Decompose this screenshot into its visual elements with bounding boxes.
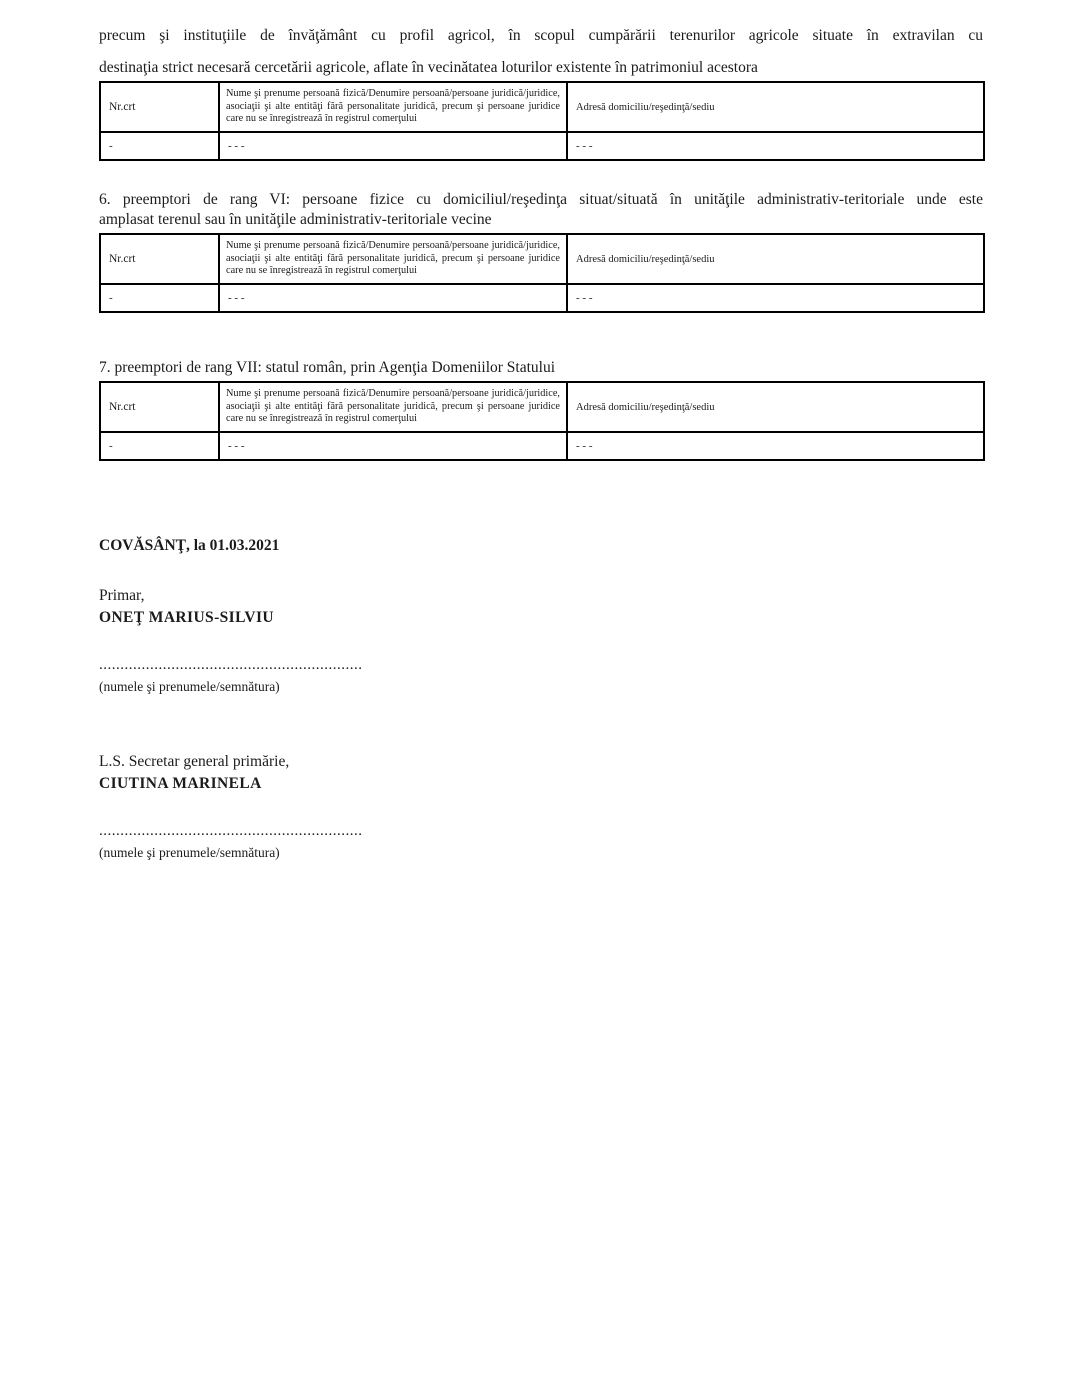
table-data-row xyxy=(100,132,984,160)
signature-1-label: (numele şi prenumele/semnătura) xyxy=(99,679,280,694)
col-header-address: Adresă domiciliu/reşedinţă/sediu xyxy=(567,234,984,284)
cell-address: - - - xyxy=(567,132,984,160)
signature-1-role: Primar, xyxy=(99,587,145,604)
cell-name: - - - xyxy=(219,284,567,312)
col-header-nr-crt: Nr.crt xyxy=(100,382,219,432)
clipped-line-text: precum şi instituţiile de învăţământ cu profil agricol, în scopul cumpărării terenurilor agricole situate în extravilan cu xyxy=(99,27,983,44)
col-header-name: Nume şi prenume persoană fizică/Denumire persoană/persoane juridică/juridice, asociaţii şi alte entităţi fără personalitate juridică, precum şi persoane juridice care nu se înregistrează în registrul comerţului xyxy=(219,382,567,432)
cell-nr: - xyxy=(100,132,219,160)
top-clipped-text-line xyxy=(99,27,983,50)
cell-nr: - xyxy=(100,432,219,460)
signature-2-name: CIUTINA MARINELA xyxy=(99,775,262,792)
rank-vi-heading-line-2: amplasat terenul sau în unităţile administrativ-teritoriale vecine xyxy=(99,211,492,228)
col-header-name: Nume şi prenume persoană fizică/Denumire persoană/persoane juridică/juridice, asociaţii şi alte entităţi fără personalitate juridică, precum şi persoane juridice care nu se înregistrează în registrul comerţului xyxy=(219,234,567,284)
table-data-row xyxy=(100,284,984,312)
rank-v-preemptors-table xyxy=(99,81,985,161)
col-header-name: Nume şi prenume persoană fizică/Denumire persoană/persoane juridică/juridice, asociaţii şi alte entităţi fără personalitate juridică, precum şi persoane juridice care nu se înregistrează în registrul comerţului xyxy=(219,82,567,132)
col-header-address: Adresă domiciliu/reşedinţă/sediu xyxy=(567,382,984,432)
rank-vi-preemptors-table xyxy=(99,233,985,313)
cell-address: - - - xyxy=(567,432,984,460)
rank-vi-heading-line-1: 6. preemptori de rang VI: persoane fizice cu domiciliul/reşedinţa situat/situată în unităţile administrativ-teritoriale unde este xyxy=(99,191,983,208)
signature-2-label: (numele şi prenumele/semnătura) xyxy=(99,845,280,860)
table-data-row xyxy=(100,432,984,460)
cell-name: - - - xyxy=(219,132,567,160)
rank-vii-heading: 7. preemptori de rang VII: statul român, prin Agenţia Domeniilor Statului xyxy=(99,359,556,376)
cell-name: - - - xyxy=(219,432,567,460)
cell-address: - - - xyxy=(567,284,984,312)
rank-vii-preemptors-table xyxy=(99,381,985,461)
col-header-nr-crt: Nr.crt xyxy=(100,82,219,132)
page-content xyxy=(99,0,983,861)
table-header-row xyxy=(100,82,984,132)
signature-1-name: ONEŢ MARIUS-SILVIU xyxy=(99,609,275,626)
signature-2-line: .............................................................. xyxy=(99,823,363,839)
rank-v-paragraph-last-line: destinaţia strict necesară cercetării agricole, aflate în vecinătatea loturilor existente în patrimoniul acestora xyxy=(99,59,758,76)
table-header-row xyxy=(100,234,984,284)
col-header-address: Adresă domiciliu/reşedinţă/sediu xyxy=(567,82,984,132)
signature-1-line: .............................................................. xyxy=(99,657,363,673)
col-header-nr-crt: Nr.crt xyxy=(100,234,219,284)
signature-2-role: L.S. Secretar general primărie, xyxy=(99,753,290,770)
place-and-date: COVĂSÂNŢ, la 01.03.2021 xyxy=(99,537,280,554)
cell-nr: - xyxy=(100,284,219,312)
table-header-row xyxy=(100,382,984,432)
